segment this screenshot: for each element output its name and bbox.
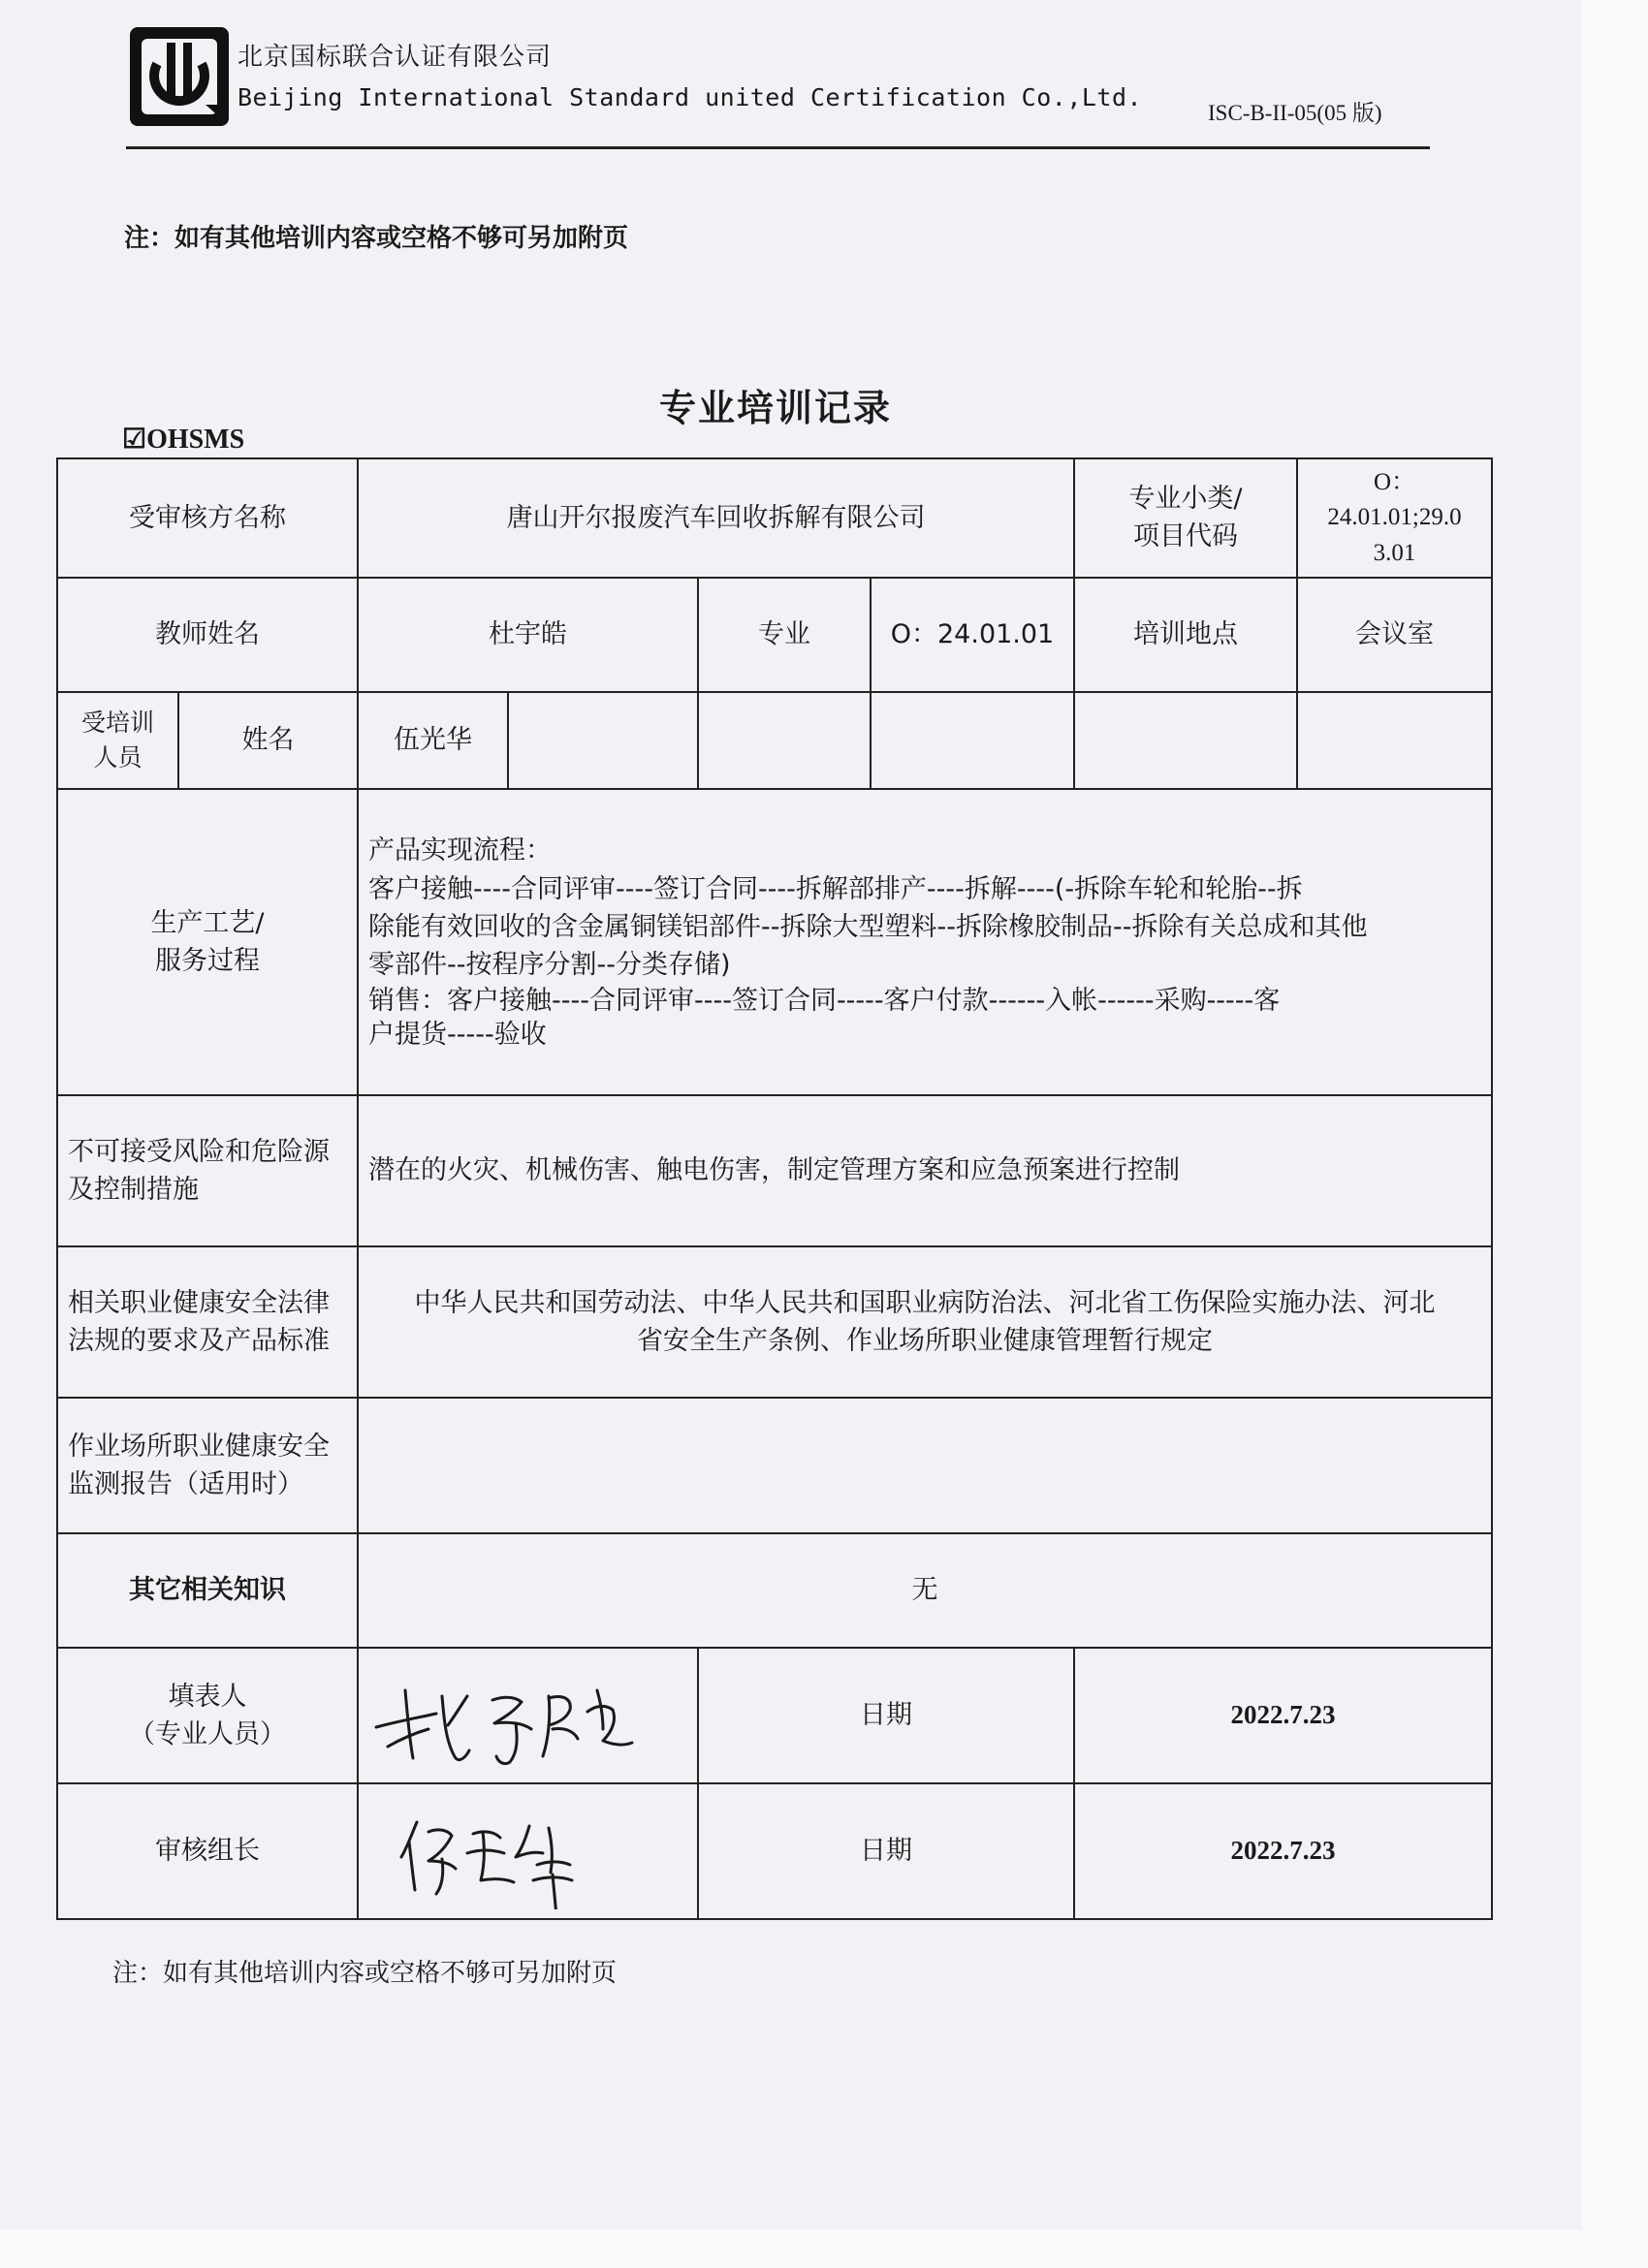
row-risk bbox=[57, 1095, 1492, 1246]
training-record-table bbox=[56, 457, 1493, 1920]
page-right-edge bbox=[1582, 0, 1648, 2268]
leader-signature-cell bbox=[358, 1783, 698, 1919]
name-label: 姓名 bbox=[178, 692, 358, 789]
process-label-line-2: 服务过程 bbox=[155, 945, 260, 976]
company-name-en: Beijing International Standard united Certification Co.,Ltd. bbox=[238, 83, 1143, 111]
risk-value: 潜在的火灾、机械伤害、触电伤害，制定管理方案和应急预案进行控制 bbox=[358, 1095, 1492, 1246]
filler-label-line-2: （专业人员） bbox=[129, 1718, 286, 1749]
row-trainees bbox=[57, 692, 1492, 789]
leader-signature bbox=[359, 1793, 698, 1909]
law-label bbox=[57, 1246, 358, 1398]
trainee-label-line-2: 人员 bbox=[93, 742, 143, 772]
other-label: 其它相关知识 bbox=[57, 1533, 358, 1648]
filler-label-line-1: 填表人 bbox=[168, 1681, 247, 1712]
process-line: 客户接触----合同评审----签订合同----拆解部排产----拆解----(-拆除车轮和轮胎--拆 bbox=[368, 873, 1303, 904]
trainee-cell-empty-3 bbox=[871, 692, 1074, 789]
process-line: 除能有效回收的含金属铜镁铝部件--拆除大型塑料--拆除橡胶制品--拆除有关总成和其他 bbox=[368, 911, 1368, 942]
risk-label-line-1: 不可接受风险和危险源 bbox=[68, 1136, 330, 1167]
category-code-value bbox=[1297, 458, 1492, 578]
risk-label-line-2: 及控制措施 bbox=[68, 1174, 199, 1205]
process-line: 产品实现流程： bbox=[368, 835, 552, 866]
note-bottom: 注：如有其他培训内容或空格不够可另加附页 bbox=[112, 1959, 618, 1988]
process-line: 销售：客户接触----合同评审----签订合同-----客户付款------入帐------采购-----客 bbox=[368, 985, 1281, 1016]
filler-signature bbox=[359, 1657, 698, 1774]
page-bottom-edge bbox=[0, 2229, 1648, 2268]
row-leader bbox=[57, 1783, 1492, 1919]
category-code-label bbox=[1074, 458, 1297, 578]
major-value: O：24.01.01 bbox=[871, 578, 1074, 692]
row-law bbox=[57, 1246, 1492, 1398]
law-value-line-1: 中华人民共和国劳动法、中华人民共和国职业病防治法、河北省工伤保险实施办法、河北 bbox=[414, 1287, 1436, 1318]
category-value-line-2: 24.01.01;29.0 bbox=[1327, 504, 1462, 531]
document-code: ISC-B-II-05(05 版) bbox=[1208, 101, 1382, 125]
location-value: 会议室 bbox=[1297, 578, 1492, 692]
law-value bbox=[358, 1246, 1492, 1398]
category-value-line-1: O： bbox=[1373, 469, 1416, 495]
process-label bbox=[57, 789, 358, 1095]
company-logo bbox=[128, 25, 231, 128]
trainee-cell-empty-1 bbox=[508, 692, 698, 789]
trainee-cell-empty-5 bbox=[1297, 692, 1492, 789]
leader-date: 2022.7.23 bbox=[1074, 1783, 1492, 1919]
row-other bbox=[57, 1533, 1492, 1648]
note-top: 注：如有其他培训内容或空格不够可另加附页 bbox=[124, 224, 629, 253]
other-value: 无 bbox=[358, 1533, 1492, 1648]
company-name-cn: 北京国标联合认证有限公司 bbox=[238, 43, 553, 72]
leader-date-label: 日期 bbox=[698, 1783, 1074, 1919]
row-teacher bbox=[57, 578, 1492, 692]
trainee-label bbox=[57, 692, 178, 789]
trainee-name: 伍光华 bbox=[358, 692, 508, 789]
category-value-line-3: 3.01 bbox=[1373, 539, 1416, 566]
risk-label bbox=[57, 1095, 358, 1246]
trainee-label-line-1: 受培训 bbox=[80, 708, 154, 737]
monitor-label-line-2: 监测报告（适用时） bbox=[68, 1468, 303, 1499]
auditee-value: 唐山开尔报废汽车回收拆解有限公司 bbox=[358, 458, 1074, 578]
law-value-line-2: 省安全生产条例、作业场所职业健康管理暂行规定 bbox=[637, 1325, 1213, 1356]
filler-date-label: 日期 bbox=[698, 1648, 1074, 1783]
teacher-value: 杜宇皓 bbox=[358, 578, 698, 692]
major-label: 专业 bbox=[698, 578, 871, 692]
teacher-label: 教师姓名 bbox=[57, 578, 358, 692]
page-title: 专业培训记录 bbox=[658, 387, 892, 429]
header-divider bbox=[126, 146, 1430, 149]
law-label-line-1: 相关职业健康安全法律 bbox=[68, 1287, 330, 1318]
row-process bbox=[57, 789, 1492, 1095]
category-label-line-1: 专业小类/ bbox=[1128, 484, 1243, 515]
leader-label: 审核组长 bbox=[57, 1783, 358, 1919]
process-label-line-1: 生产工艺/ bbox=[150, 907, 265, 938]
process-line: 户提货-----验收 bbox=[368, 1020, 547, 1051]
monitor-label bbox=[57, 1398, 358, 1533]
law-label-line-2: 法规的要求及产品标准 bbox=[68, 1325, 330, 1356]
process-value bbox=[358, 789, 1492, 1095]
row-monitor bbox=[57, 1398, 1492, 1533]
filler-date: 2022.7.23 bbox=[1074, 1648, 1492, 1783]
row-auditee bbox=[57, 458, 1492, 578]
filler-signature-cell bbox=[358, 1648, 698, 1783]
process-line: 零部件--按程序分割--分类存储) bbox=[368, 949, 731, 980]
ohsms-checkbox-label: ☑OHSMS bbox=[122, 425, 245, 455]
trainee-cell-empty-2 bbox=[698, 692, 871, 789]
trainee-cell-empty-4 bbox=[1074, 692, 1297, 789]
filler-label bbox=[57, 1648, 358, 1783]
monitor-value bbox=[358, 1398, 1492, 1533]
auditee-label: 受审核方名称 bbox=[57, 458, 358, 578]
monitor-label-line-1: 作业场所职业健康安全 bbox=[68, 1431, 330, 1462]
row-filler bbox=[57, 1648, 1492, 1783]
location-label: 培训地点 bbox=[1074, 578, 1297, 692]
category-label-line-2: 项目代码 bbox=[1133, 521, 1238, 552]
